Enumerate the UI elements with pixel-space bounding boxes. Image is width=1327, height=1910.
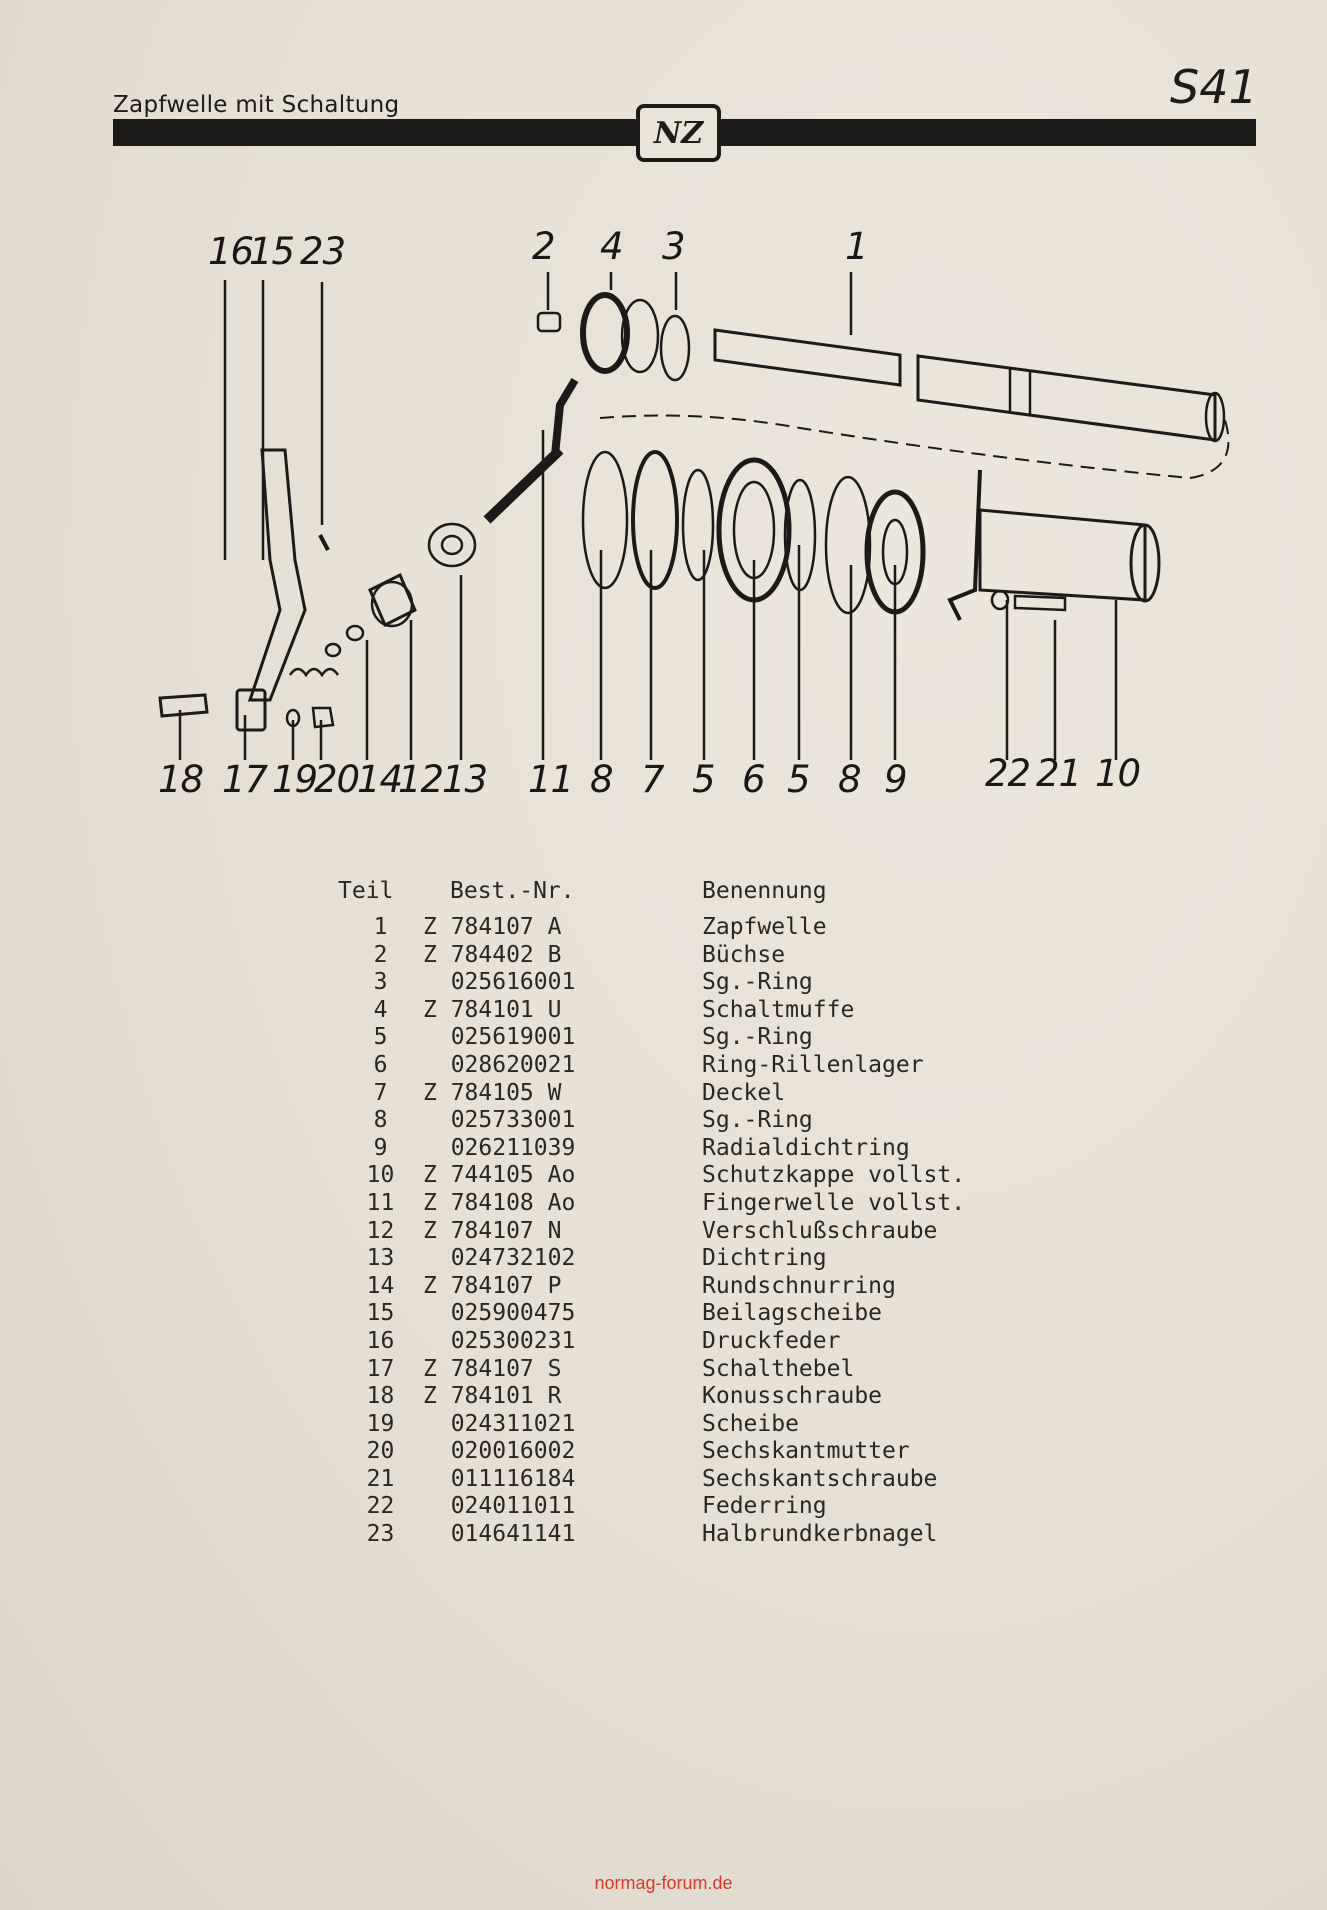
part-number: 22 [366, 1493, 395, 1520]
order-number: Z 784108 Ao [423, 1189, 576, 1216]
order-number: 014641141 [423, 1521, 576, 1548]
part-name: Druckfeder [702, 1327, 841, 1354]
part-name: Sg.-Ring [702, 1024, 813, 1051]
part-number: 4 [373, 996, 388, 1023]
part-number: 10 [366, 1162, 395, 1189]
order-number: Z 784107 A [423, 914, 562, 940]
table-row [338, 1218, 965, 1246]
part-name: Rundschnurring [702, 1272, 896, 1299]
part-number: 3 [373, 969, 388, 996]
part-name: Schutzkappe vollst. [702, 1162, 966, 1189]
parts-table [338, 878, 965, 1549]
order-number: 025300231 [423, 1327, 576, 1354]
order-number: 011116184 [423, 1465, 576, 1492]
part-number: 14 [366, 1272, 395, 1299]
callout-5: 5 [692, 758, 715, 801]
part-number: 15 [366, 1300, 395, 1327]
callout-16: 16 [208, 230, 254, 273]
part-name: Sechskantschraube [702, 1465, 938, 1492]
order-number: 025619001 [423, 1024, 576, 1051]
part-number: 21 [366, 1465, 395, 1492]
callout-11: 11 [528, 758, 574, 801]
table-row [338, 969, 965, 997]
part-number: 9 [373, 1134, 388, 1161]
callout-20: 20 [314, 758, 360, 801]
callout-5b: 5 [787, 758, 810, 801]
callout-21: 21 [1036, 752, 1082, 795]
page-title: Zapfwelle mit Schaltung [113, 92, 400, 118]
part-name: Schalthebel [702, 1355, 855, 1382]
part-number: 8 [373, 1107, 388, 1134]
table-row [338, 1024, 965, 1052]
callout-3: 3 [662, 225, 685, 268]
table-row [338, 1107, 965, 1135]
callout-14: 14 [357, 758, 403, 801]
table-row [338, 1383, 965, 1411]
table-row [338, 1356, 965, 1384]
order-number: 024011011 [423, 1493, 576, 1520]
table-row [338, 1135, 965, 1163]
nz-logo [636, 104, 721, 162]
part-name: Halbrundkerbnagel [702, 1521, 938, 1548]
table-row [338, 1466, 965, 1494]
part-number: 6 [373, 1051, 388, 1078]
part-number: 2 [373, 941, 388, 968]
parts-table-header [338, 878, 965, 914]
callout-17: 17 [222, 758, 268, 801]
part-number: 23 [366, 1521, 395, 1548]
part-name: Dichtring [702, 1245, 827, 1272]
table-row [338, 1190, 965, 1218]
part-number: 7 [373, 1079, 388, 1106]
parts-table-body [338, 914, 965, 1549]
page-code: S41 [1170, 60, 1258, 114]
part-number: 12 [366, 1217, 395, 1244]
order-number: Z 784105 W [423, 1079, 562, 1106]
part-number: 20 [366, 1438, 395, 1465]
part-name: Schaltmuffe [702, 996, 855, 1023]
order-number: Z 784107 N [423, 1217, 562, 1244]
part-name: Fingerwelle vollst. [702, 1189, 966, 1216]
callout-10: 10 [1095, 752, 1141, 795]
table-row [338, 1493, 965, 1521]
part-name: Sg.-Ring [702, 969, 813, 996]
part-name: Ring-Rillenlager [702, 1051, 924, 1078]
part-number: 18 [366, 1383, 395, 1410]
table-row [338, 997, 965, 1025]
order-number: Z 784101 R [423, 1383, 562, 1410]
order-number: Z 784101 U [423, 996, 562, 1023]
part-name: Sechskantmutter [702, 1438, 910, 1465]
order-number: 025616001 [423, 969, 576, 996]
part-name: Deckel [702, 1079, 786, 1106]
callout-13: 13 [442, 758, 488, 801]
part-name: Zapfwelle [702, 914, 827, 940]
forum-watermark: normag-forum.de [594, 1873, 733, 1893]
exploded-parts-diagram [0, 180, 1327, 820]
table-row [338, 1300, 965, 1328]
order-number: Z 784402 B [423, 941, 562, 968]
header-best-nr: Best.-Nr. [450, 878, 575, 904]
callout-2: 2 [532, 225, 555, 268]
order-number: 028620021 [423, 1051, 576, 1078]
table-row [338, 1328, 965, 1356]
table-row [338, 1080, 965, 1108]
callout-19: 19 [272, 758, 318, 801]
order-number: 024311021 [423, 1410, 576, 1437]
table-row [338, 1273, 965, 1301]
table-row [338, 1521, 965, 1549]
callout-15: 15 [249, 230, 295, 273]
callout-22: 22 [985, 752, 1031, 795]
table-row [338, 1052, 965, 1080]
table-row [338, 1411, 965, 1439]
order-number: Z 784107 S [423, 1355, 562, 1382]
part-number: 11 [366, 1189, 395, 1216]
part-name: Verschlußschraube [702, 1217, 938, 1244]
table-row [338, 1162, 965, 1190]
part-name: Beilagscheibe [702, 1300, 883, 1327]
part-name: Sg.-Ring [702, 1107, 813, 1134]
part-name: Konusschraube [702, 1383, 883, 1410]
part-name: Federring [702, 1493, 827, 1520]
callout-1: 1 [845, 225, 868, 268]
callout-23: 23 [300, 230, 346, 273]
part-name: Scheibe [702, 1410, 799, 1437]
order-number: 025733001 [423, 1107, 576, 1134]
table-row [338, 942, 965, 970]
callout-7: 7 [641, 758, 664, 801]
table-row [338, 914, 965, 942]
callout-6: 6 [742, 758, 765, 801]
callout-12: 12 [398, 758, 444, 801]
header-teil: Teil [338, 878, 394, 904]
table-row [338, 1438, 965, 1466]
order-number: 025900475 [423, 1300, 576, 1327]
callout-8b: 8 [838, 758, 861, 801]
callout-4: 4 [600, 225, 623, 268]
header-benennung: Benennung [702, 878, 827, 904]
callout-18: 18 [158, 758, 204, 801]
callout-8: 8 [590, 758, 613, 801]
part-number: 16 [366, 1327, 395, 1354]
order-number: 026211039 [423, 1134, 576, 1161]
part-number: 13 [366, 1245, 395, 1272]
callout-9: 9 [884, 758, 907, 801]
order-number: Z 784107 P [423, 1272, 562, 1299]
logo-text: NZ [653, 115, 704, 151]
part-number: 5 [373, 1024, 388, 1051]
part-number: 19 [366, 1410, 395, 1437]
order-number: Z 744105 Ao [423, 1162, 576, 1189]
part-number: 1 [373, 914, 388, 940]
order-number: 020016002 [423, 1438, 576, 1465]
part-number: 17 [366, 1355, 395, 1382]
part-name: Büchse [702, 941, 786, 968]
order-number: 024732102 [423, 1245, 576, 1272]
table-row [338, 1245, 965, 1273]
part-name: Radialdichtring [702, 1134, 910, 1161]
